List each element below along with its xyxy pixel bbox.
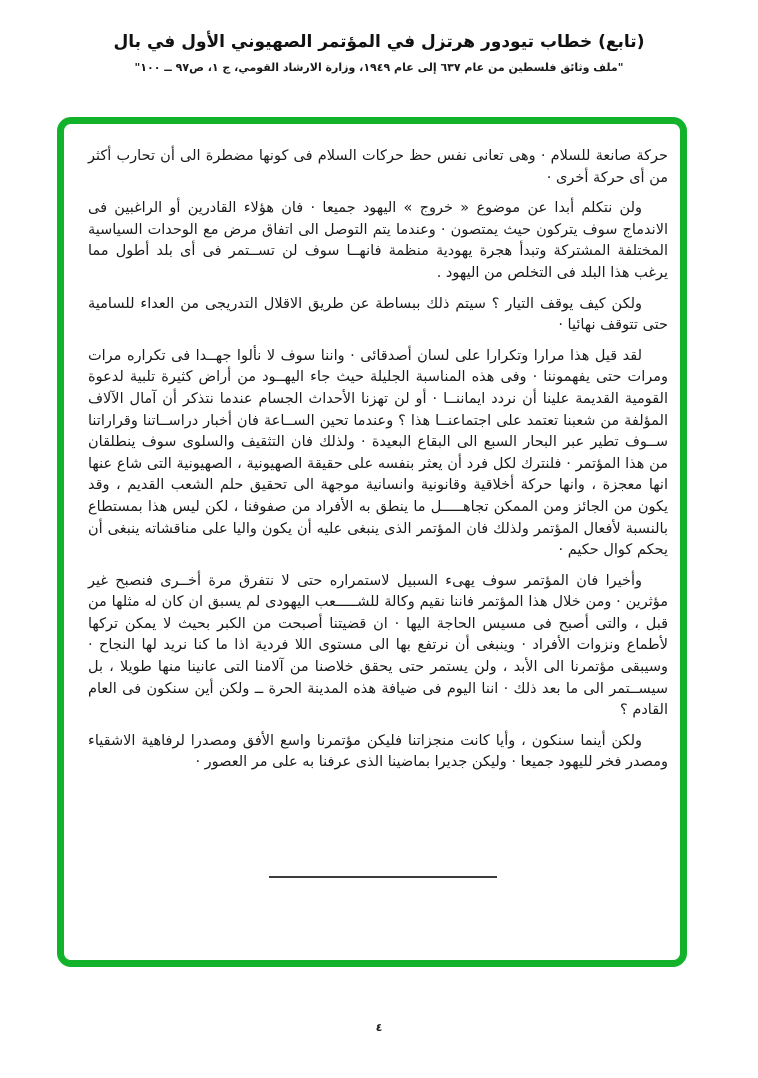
document-source-citation: "ملف وثائق فلسطين من عام ٦٣٧ إلى عام ١٩٤٩، وزارة الارشاد القومي، ج ١، ص٩٧ ــ ١٠٠" [134, 61, 624, 74]
section-divider [269, 876, 497, 878]
highlight-frame [57, 117, 687, 967]
document-title: (تابع) خطاب تيودور هرتزل في المؤتمر الصهيوني الأول في بال [113, 32, 645, 52]
paragraph: لقد قيل هذا مرارا وتكرارا على لسان أصدقائى · واننا سوف لا نألوا جهــدا فى تكراره مرات ومرات حتى يفهموننا · وفى هذه المناسبة الجليلة حيث جاء اليهــود من أراض كثيرة تلبية لدعوة القومية القديمة علينا أن نردد ايماننــا · أو لن تهزنا الأحداث الجسام عندما نتذكر أن آمال الآلاف المؤلفة من شعبنا تعتمد على اجتماعنــا هذا ؟ وعندما تحين الســاعة فان أخبار دراســاتنا وقراراتنا ســوف تطير عبر البحار السبع الى البقاع البعيدة · ولذلك فان التثقيف والسلوى سوف ينطلقان من هذا المؤتمر · فلنترك لكل فرد أن يعثر بنفسه على حقيقة الصهيونية ، الصهيونية التى شاع عنها انها معجزة ، وانها حركة أخلاقية وقانونية وانسانية موجهة الى تحقيق حلم الشعب القديم ، وقد يكون من الجائز ومن الممكن تجاهـــــل ما ينطق به الأفراد من صفوفنا ، لكن ليس هذا بمستطاع بالنسبة لأفعال المؤتمر ولذلك فان المؤتمر الذى ينبغى عليه أن يكون واليا على مناقشاته ينبغى أن يحكم كوال حكيم · [88, 347, 668, 559]
document-body [64, 124, 680, 774]
paragraph: وأخيرا فان المؤتمر سوف يهىء السبيل لاستمراره حتى لا نتفرق مرة أخــرى فنصبح غير مؤثرين · ومن خلال هذا المؤتمر فاننا نقيم وكالة للشـــــعب اليهودى لم يسبق ان كان له مثلها من قبل ، والتى أصبح فى مسيس الحاجة اليها · ان قضيتنا أصبحت من الكبر بحيث لا يمكن تركها لأطماع ونزوات الأفراد · وينبغى أن نرتفع بها الى مستوى اللا فردية اذا ما كنا نريد لها النجاح · وسيبقى مؤتمرنا الى الأبد ، ولن يستمر حتى يحقق خلاصنا من آلامنا التى عانينا منها طويلا ، بل سيســتمر الى ما بعد ذلك · اننا اليوم فى ضيافة هذه المدينة الحرة ــ ولكن أين سنكون فى العام القادم ؟ [88, 572, 668, 719]
paragraph: ولكن أينما سنكون ، وأيا كانت منجزاتنا فليكن مؤتمرنا واسع الأفق ومصدرا لرفاهية الاشقياء ومصدر فخر لليهود جميعا · وليكن جديرا بماضينا الذى عرفنا به على مر العصور · [88, 732, 668, 771]
paragraph: ولكن كيف يوقف التيار ؟ سيتم ذلك ببساطة عن طريق الاقلال التدريجى من العداء للسامية حتى تتوقف نهائيا · [88, 295, 668, 334]
paragraph: ولن نتكلم أبدا عن موضوع « خروج » اليهود جميعا · فان هؤلاء القادرين أو الراغبين فى الاندماج سوف يتركون حيث يمتصون · وعندما يتم التوصل الى اتفاق مرض مع الوحدات السياسية المختلفة المشتركة وتبدأ هجرة يهودية منظمة فانهــا سوف لن تســتمر فى أى بلد أطول مما يرغب هذا البلد فى التخلص من اليهود . [88, 200, 668, 281]
document-header [0, 0, 758, 74]
paragraph: حركة صانعة للسلام · وهى تعانى نفس حظ حركات السلام فى كونها مضطرة الى أن تحارب أكثر من أى حركة أخرى · [88, 148, 668, 186]
page-number: ٤ [375, 1021, 383, 1034]
